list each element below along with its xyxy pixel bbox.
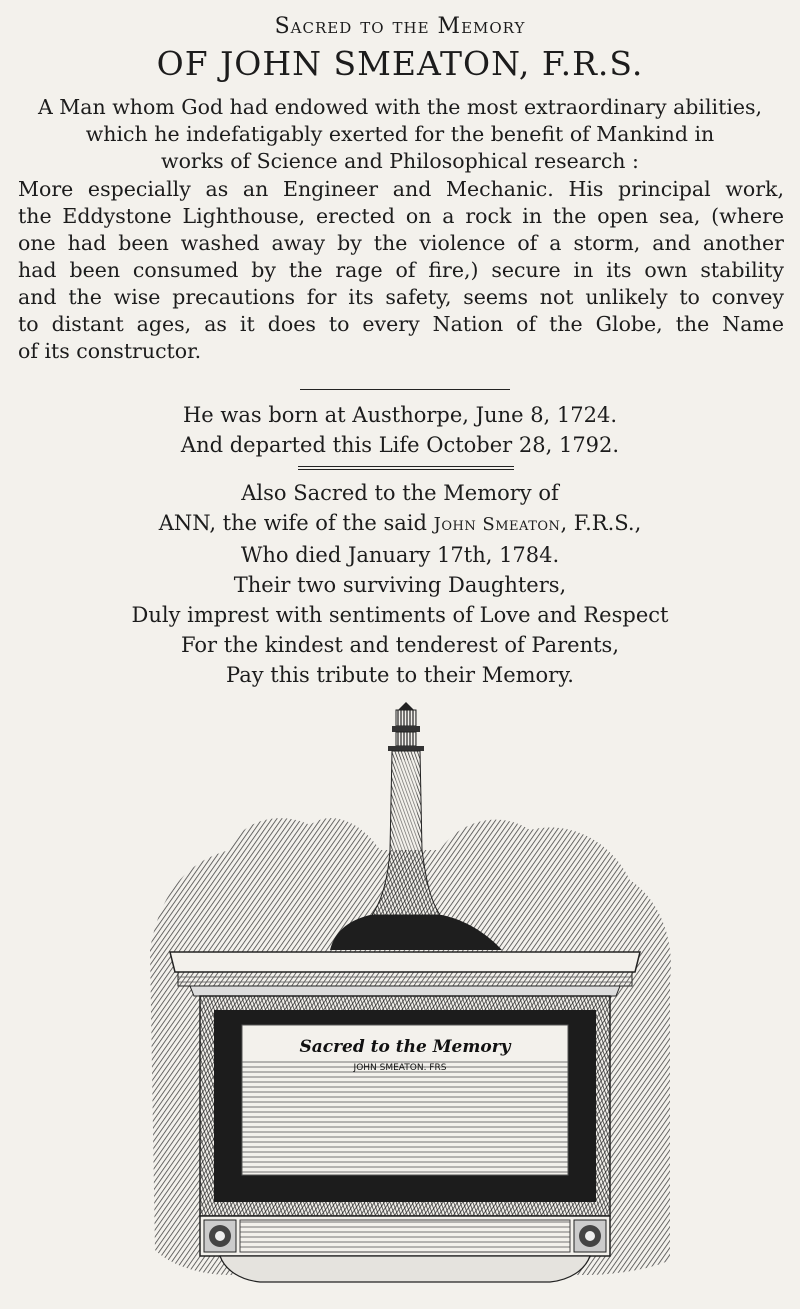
tablet-cornice (170, 952, 640, 972)
divider-rule (300, 389, 510, 390)
also-block (0, 478, 800, 690)
epitaph-line: A Man whom God had endowed with the most extraordinary abilities, (37, 95, 763, 119)
also-line: Duly imprest with sentiments of Love and Respect (131, 603, 669, 627)
divider-rule (298, 469, 514, 470)
died-line: And departed this Life October 28, 1792. (180, 433, 620, 457)
epitaph-line: one had been washed away by the violence of a storm, and another (18, 231, 784, 255)
tablet-subline: JOHN SMEATON. FRS (353, 1063, 447, 1073)
smeaton-name: John Smeaton (433, 514, 561, 535)
also-line: Also Sacred to the Memory of (241, 481, 559, 505)
epitaph-body (18, 176, 784, 365)
also-line: For the kindest and tenderest of Parents, (180, 633, 620, 657)
epitaph-line: which he indefatigably exerted for the benefit of Mankind in (85, 122, 715, 146)
rosette-icon (204, 1220, 236, 1252)
also-line: Their two surviving Daughters, (233, 573, 567, 597)
epitaph-line: More especially as an Engineer and Mechanic. His principal work, (18, 177, 784, 201)
epitaph-intro (0, 94, 800, 175)
tablet-bottom-scroll (220, 1256, 590, 1282)
epitaph-line: to distant ages, as it does to every Nation of the Globe, the Name (18, 312, 784, 336)
sacred-heading: Sacred to the Memory (274, 14, 526, 39)
dates-block (0, 400, 800, 460)
born-line: He was born at Austhorpe, June 8, 1724. (182, 403, 618, 427)
epitaph-line: works of Science and Philosophical research : (161, 149, 639, 173)
also-line: Pay this tribute to their Memory. (226, 663, 574, 687)
epitaph-line: had been consumed by the rage of fire,) secure in its own stability (18, 258, 784, 282)
frs-suffix: , F.R.S., (560, 511, 642, 535)
rosette-icon (574, 1220, 606, 1252)
epitaph-line: of its constructor. (18, 339, 202, 363)
ann-text: ANN, the wife of the said (158, 511, 427, 535)
page-title: OF JOHN SMEATON, F.R.S. (156, 44, 644, 83)
also-line (0, 508, 800, 540)
divider-rule (298, 466, 514, 467)
memorial-engraving (130, 700, 690, 1300)
epitaph-line: and the wise precautions for its safety, seems not unlikely to convey (18, 285, 784, 309)
lighthouse-lantern (398, 702, 414, 710)
tablet-inscription: Sacred to the Memory (299, 1037, 511, 1057)
epitaph-line: the Eddystone Lighthouse, erected on a rock in the open sea, (where (18, 204, 784, 228)
also-line: Who died January 17th, 1784. (240, 543, 560, 567)
